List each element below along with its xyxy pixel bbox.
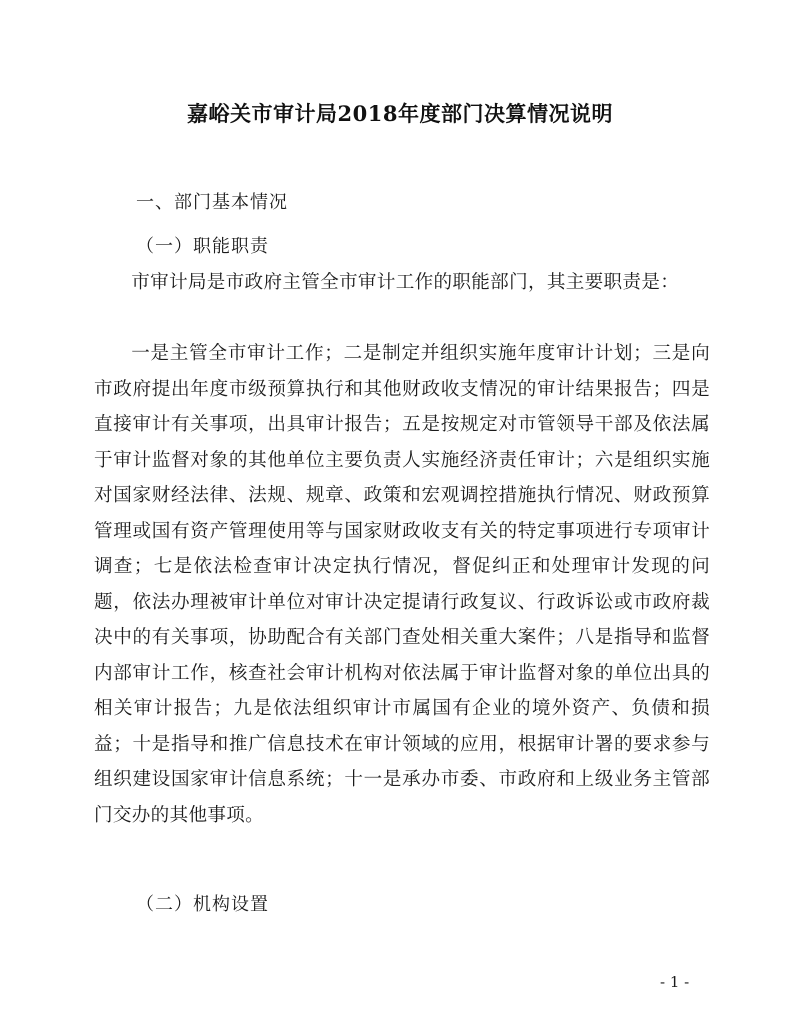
subsection-heading-functions: （一）职能职责	[136, 236, 269, 257]
paragraph-intro: 市审计局是市政府主管全市审计工作的职能部门，其主要职责是：	[131, 272, 680, 293]
document-title: 嘉峪关市审计局2018年度部门决算情况说明	[187, 101, 613, 126]
page-number: - 1 -	[660, 973, 690, 991]
section-heading-basic-info: 一、部门基本情况	[136, 192, 288, 213]
paragraph-responsibilities: 一是主管全市审计工作；二是制定并组织实施年度审计计划；三是向市政府提出年度市级预算执行和其他财政收支情况的审计结果报告；四是直接审计有关事项，出具审计报告；五是按规定对市管领导干部及依法属于审计监督对象的其他单位主要负责人实施经济责任审计；六是组织实施对国家财经法律、法规、规章、政策和宏观调控措施执行情况、财政预算管理或国有资产管理使用等与国家财政收支有关的特定事项进行专项审计调查；七是依法检查审计决定执行情况，督促纠正和处理审计发现的问题，依法办理被审计单位对审计决定提请行政复议、行政诉讼或市政府裁决中的有关事项，协助配合有关部门查处相关重大案件；八是指导和监督内部审计工作，核查社会审计机构对依法属于审计监督对象的单位出具的相关审计报告；九是依法组织审计市属国有企业的境外资产、负债和损益；十是指导和推广信息技术在审计领域的应用，根据审计署的要求参与组织建设国家审计信息系统；十一是承办市委、市政府和上级业务主管部门交办的其他事项。	[94, 343, 710, 826]
subsection-heading-organization: （二）机构设置	[136, 894, 269, 915]
